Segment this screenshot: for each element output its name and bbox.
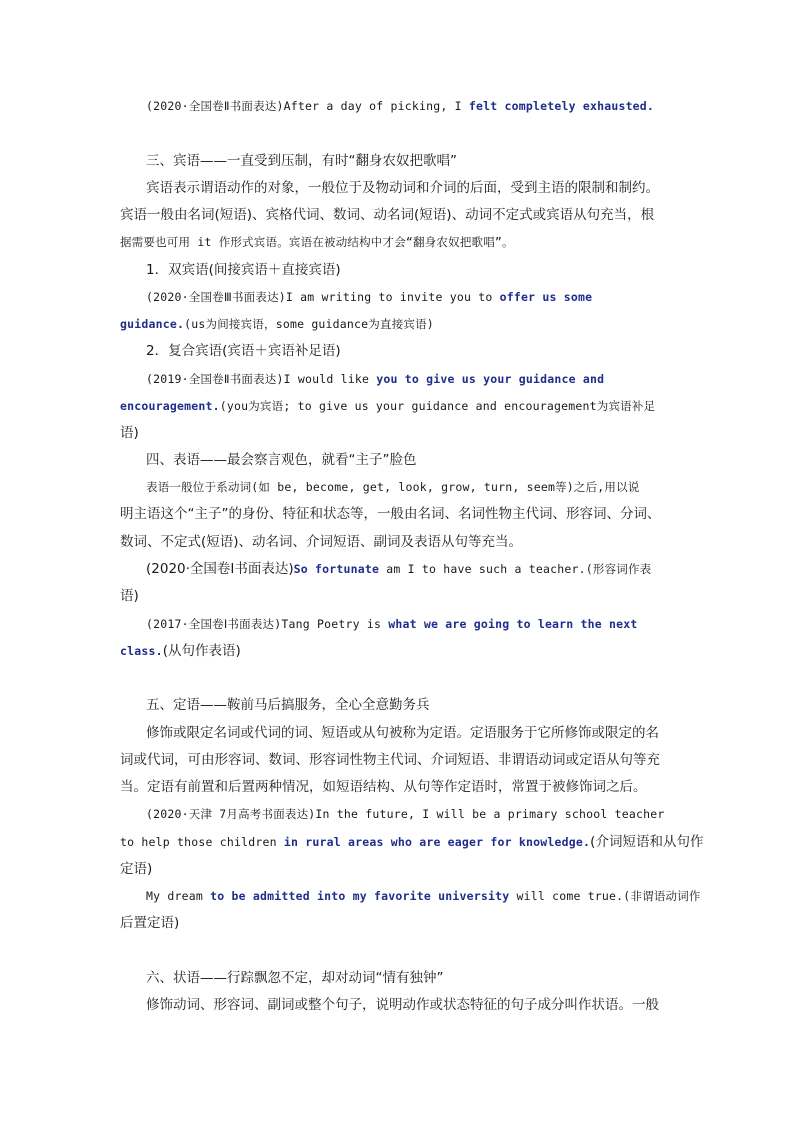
highlighted-phrase: So fortunate (293, 562, 380, 576)
text-run: am I to have such a teacher.(形容词作表 (379, 562, 652, 576)
text-run: will come true.(非谓语动词作 (509, 889, 701, 903)
text-run: 2．复合宾语(宾语＋宾语补足语) (146, 343, 341, 359)
text-run: 四、表语——最会察言观色，就看“主子”脸色 (146, 452, 417, 468)
text-run: 表语一般位于系动词(如 be, become, get, look, grow, turn, seem等)之后,用以说 (146, 480, 640, 494)
text-line (146, 341, 676, 361)
highlighted-phrase: class. (120, 644, 163, 658)
text-line (146, 695, 676, 715)
text-line (146, 450, 676, 470)
text-run: 后置定语) (120, 915, 180, 931)
text-line (120, 832, 704, 852)
text-run: 宾语表示谓语动作的对象，一般位于及物动词和介词的后面，受到主语的限制和制约。 (146, 180, 659, 196)
text-line (146, 477, 676, 497)
text-line (120, 750, 676, 770)
highlighted-phrase: to be admitted into my favorite university (210, 889, 510, 903)
highlighted-phrase: guidance. (120, 317, 185, 331)
highlighted-phrase: what we are going to learn the next (388, 617, 638, 631)
text-line (120, 504, 676, 524)
text-line (146, 151, 676, 171)
highlighted-phrase: encouragement. (120, 399, 220, 413)
text-line (120, 396, 676, 416)
text-run: 宾语一般由名词(短语)、宾格代词、数词、动名词(短语)、动词不定式或宾语从句充当，根 (120, 207, 655, 223)
text-run: (2019·全国卷Ⅱ书面表达)I would like (146, 372, 377, 386)
text-run: (2017·全国卷Ⅰ书面表达)Tang Poetry is (146, 617, 389, 631)
text-run: to help those children (120, 835, 284, 849)
text-run: 六、状语——行踪飘忽不定，却对动词“情有独钟” (146, 970, 444, 986)
text-run: (2020·全国卷Ⅲ书面表达)I am writing to invite you to (146, 290, 500, 304)
text-run: My dream (146, 889, 211, 903)
text-run: 五、定语——鞍前马后搞服务，全心全意勤务兵 (146, 697, 430, 713)
text-run: 据需要也可用 it 作形式宾语。宾语在被动结构中才会“翻身农奴把歌唱”。 (120, 235, 514, 249)
text-run: 修饰动词、形容词、副词或整个句子，说明动作或状态特征的句子成分叫作状语。一般 (146, 997, 659, 1013)
text-line (120, 232, 676, 252)
text-run: 定语) (120, 861, 153, 877)
text-line (120, 641, 676, 661)
text-line (120, 205, 676, 225)
text-line (120, 586, 676, 606)
text-line (120, 532, 676, 552)
text-run: 语) (120, 588, 139, 604)
text-line (146, 559, 676, 579)
text-run: (从句作表语) (162, 643, 241, 659)
text-run: (2020·全国卷Ⅰ书面表达) (146, 561, 294, 577)
text-run: 语) (120, 425, 139, 441)
text-run: 明主语这个“主子”的身份、特征和状态等，一般由名词、名词性物主代词、形容词、分词、 (120, 506, 661, 522)
text-run: 词或代词，可由形容词、数词、形容词性物主代词、介词短语、非谓语动词或定语从句等充 (120, 752, 660, 768)
text-line (146, 178, 676, 198)
text-run: 1．双宾语(间接宾语＋直接宾语) (146, 262, 341, 278)
text-run: (you为宾语; to give us your guidance and encouragement为宾语补足 (219, 399, 656, 413)
text-line (146, 723, 676, 743)
text-line (146, 614, 676, 634)
text-line (120, 314, 676, 334)
text-line (146, 287, 676, 307)
text-run: (2020·全国卷Ⅱ书面表达)After a day of picking, I (146, 99, 469, 113)
text-run: (us为间接宾语，some guidance为直接宾语) (184, 317, 434, 331)
text-run: 三、宾语——一直受到压制，有时“翻身农奴把歌唱” (146, 153, 457, 169)
highlighted-phrase: in rural areas who are eager for knowledge. (283, 835, 591, 849)
text-run: (介词短语和从句作 (590, 834, 704, 850)
text-run: 数词、不定式(短语)、动名词、介词短语、副词及表语从句等充当。 (120, 534, 523, 550)
text-line (146, 968, 676, 988)
text-line (146, 260, 676, 280)
text-line (146, 804, 676, 824)
text-line (120, 913, 676, 933)
text-line (120, 859, 676, 879)
text-run: 修饰或限定名词或代词的词、短语或从句被称为定语。定语服务于它所修饰或限定的名 (146, 725, 659, 741)
text-run: 当。定语有前置和后置两种情况，如短语结构、从句等作定语时，常置于被修饰词之后。 (120, 779, 647, 795)
highlighted-phrase: felt completely exhausted. (468, 99, 655, 113)
highlighted-phrase: offer us some (499, 290, 593, 304)
text-line (146, 369, 676, 389)
text-line (120, 423, 676, 443)
text-line (146, 886, 701, 906)
highlighted-phrase: you to give us your guidance and (376, 372, 605, 386)
text-line (146, 96, 676, 116)
text-line (120, 777, 676, 797)
text-line (146, 995, 676, 1015)
text-run: (2020·天津 7月高考书面表达)In the future, I will be a primary school teacher (146, 807, 665, 821)
